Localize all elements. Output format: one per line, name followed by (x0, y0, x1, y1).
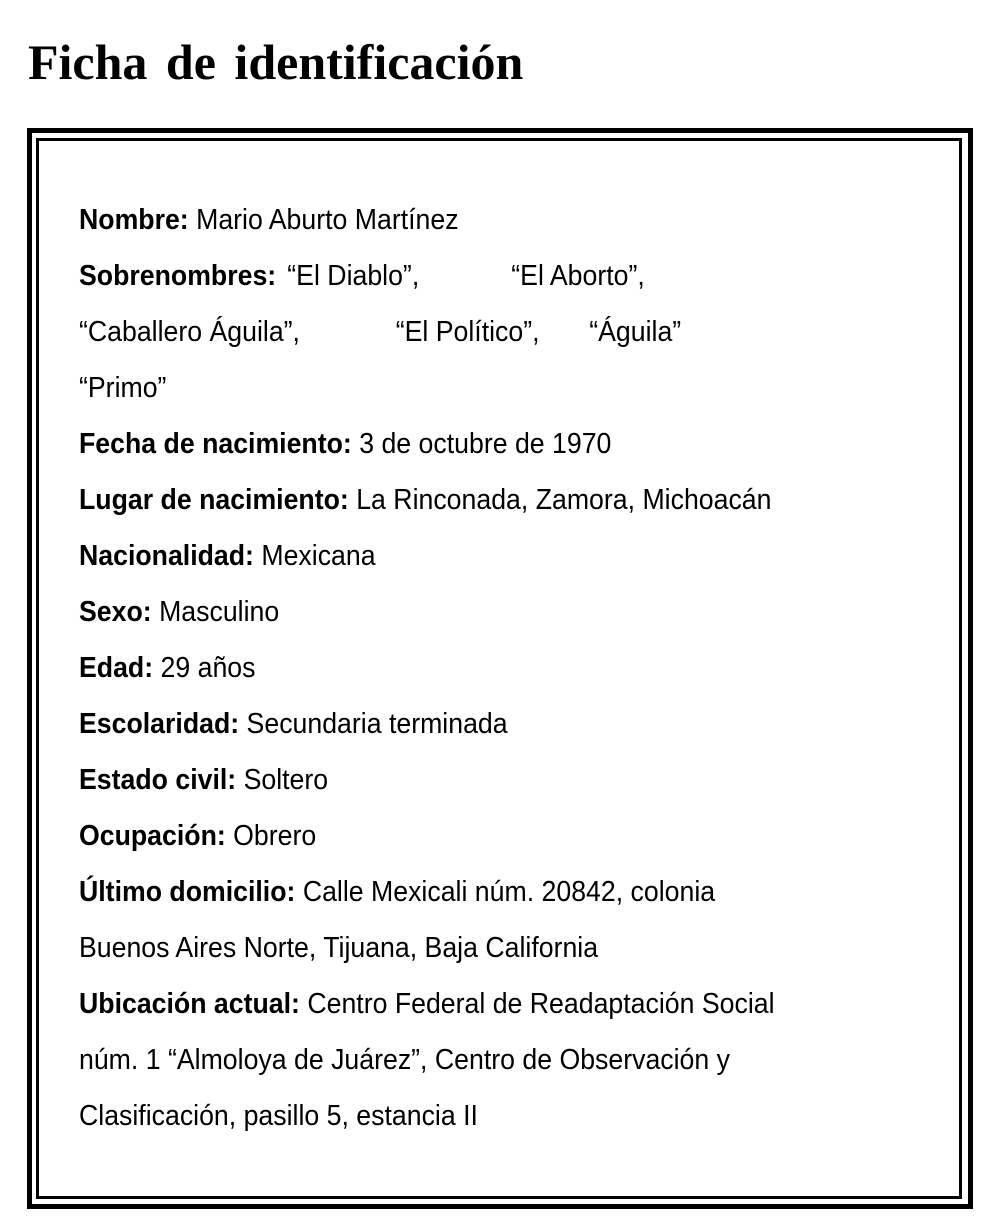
field-value: Soltero (243, 764, 329, 796)
field-label: Escolaridad: (79, 708, 240, 740)
field-value: Secundaria terminada (246, 708, 508, 740)
field-lugar-nacimiento (79, 472, 879, 528)
field-value: Masculino (159, 596, 280, 628)
field-sobrenombres (79, 248, 879, 304)
field-fecha-nacimiento (79, 416, 879, 472)
field-label: Ubicación actual: (79, 988, 300, 1020)
page-title: Ficha de identificación (28, 34, 524, 90)
field-label: Sobrenombres: (79, 260, 277, 292)
field-ubicacion-actual (79, 976, 879, 1032)
field-label: Fecha de nacimiento: (79, 428, 352, 460)
field-ubicacion-actual-cont (79, 1032, 879, 1088)
field-sexo (79, 584, 879, 640)
field-ocupacion (79, 808, 879, 864)
alias: “El Aborto”, (511, 260, 645, 292)
field-value: La Rinconada, Zamora, Michoacán (356, 484, 772, 516)
field-label: Último domicilio: (79, 876, 296, 908)
field-sobrenombres-cont (79, 304, 879, 360)
field-ultimo-domicilio (79, 864, 879, 920)
field-label: Estado civil: (79, 764, 237, 796)
alias: “El Político”, (395, 316, 540, 348)
identification-record (79, 192, 879, 1144)
field-label: Nacionalidad: (79, 540, 254, 572)
field-value: Buenos Aires Norte, Tijuana, Baja California (79, 932, 599, 964)
field-value: Centro Federal de Readaptación Social (307, 988, 775, 1020)
field-ultimo-domicilio-cont (79, 920, 879, 976)
field-nacionalidad (79, 528, 879, 584)
field-value: Clasificación, pasillo 5, estancia II (79, 1100, 478, 1132)
field-sobrenombres-cont (79, 360, 879, 416)
field-nombre (79, 192, 879, 248)
field-value: núm. 1 “Almoloya de Juárez”, Centro de Observación y (79, 1044, 731, 1076)
field-label: Edad: (79, 652, 154, 684)
alias: “Caballero Águila”, (79, 316, 300, 348)
field-edad (79, 640, 879, 696)
field-label: Nombre: (79, 204, 189, 236)
field-ubicacion-actual-cont (79, 1088, 879, 1144)
alias: “Primo” (79, 372, 167, 404)
field-estado-civil (79, 752, 879, 808)
alias: “El Diablo”, (287, 260, 420, 292)
field-value: 3 de octubre de 1970 (359, 428, 612, 460)
field-label: Ocupación: (79, 820, 226, 852)
alias: “Águila” (589, 316, 682, 348)
field-value: Mexicana (261, 540, 376, 572)
field-value: Obrero (233, 820, 317, 852)
field-escolaridad (79, 696, 879, 752)
field-value: Calle Mexicali núm. 20842, colonia (302, 876, 716, 908)
field-label: Lugar de nacimiento: (79, 484, 349, 516)
field-value: 29 años (160, 652, 256, 684)
field-value: Mario Aburto Martínez (196, 204, 459, 236)
field-label: Sexo: (79, 596, 152, 628)
